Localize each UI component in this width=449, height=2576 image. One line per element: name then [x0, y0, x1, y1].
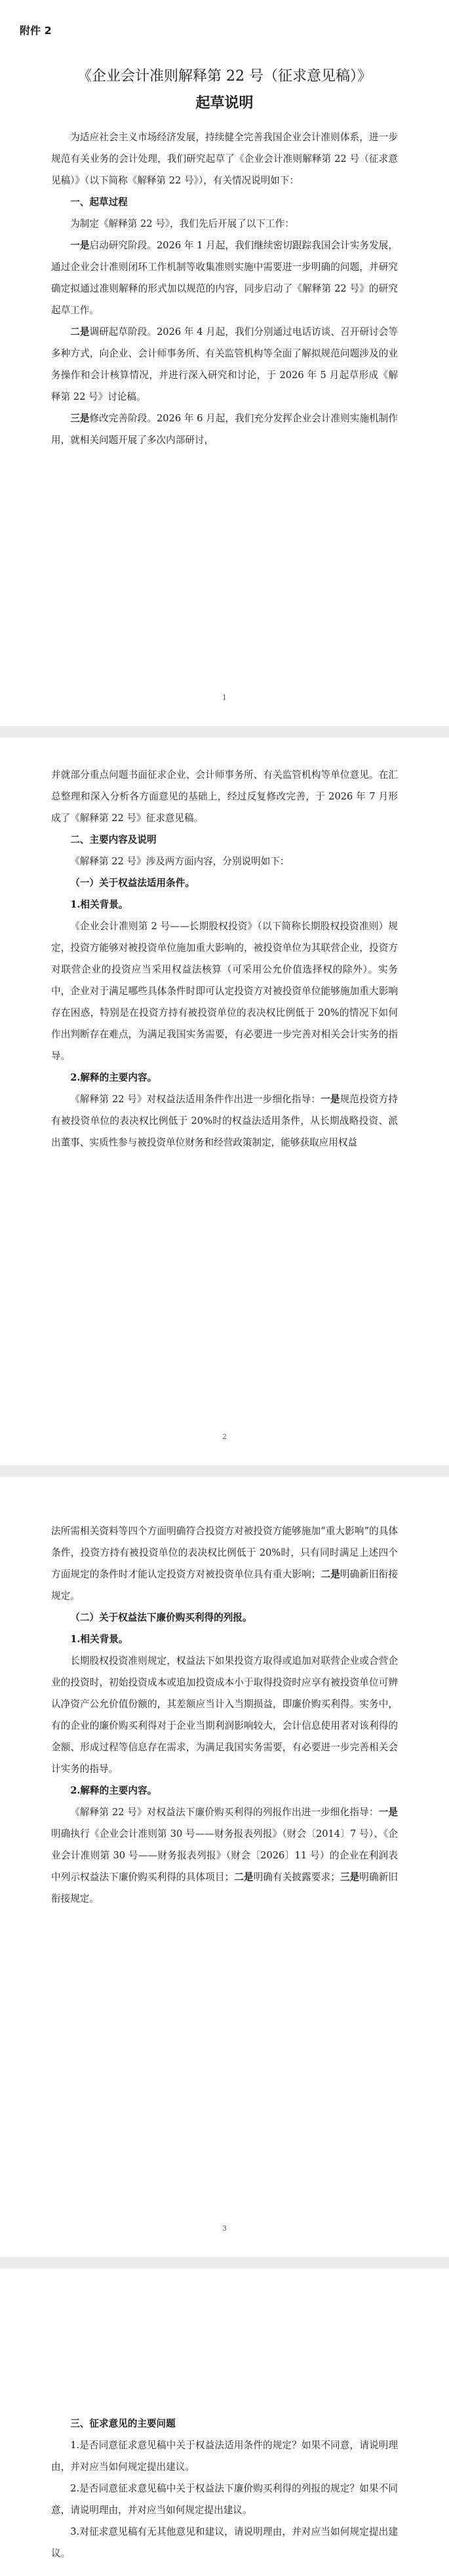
section-2-heading: 二、主要内容及说明 [70, 834, 157, 845]
section-1-paragraph-4 [51, 408, 398, 451]
question-3: 3.对征求意见稿有无其他意见和建议，请说明理由，并对应当如何规定提出建议。 [51, 2526, 398, 2559]
subsection-2-2-content-heading: 2.解释的主要内容。 [70, 1785, 157, 1796]
paragraph-text: 明确执行《企业会计准则第 30 号——财务报表列报》（财会〔2014〕7 号）、《企业会计准则第 30 号——财务报表列报》（财会〔2026〕11 号）的企业在利润表中列示权益法下廉价购买利得的具体项目； [51, 1828, 398, 1883]
paragraph-text: 明确新旧衔接规定。 [51, 1872, 398, 1904]
attachment-label: 附件 2 [20, 24, 52, 37]
document-title [38, 64, 411, 116]
lead-word: 二是 [321, 1569, 340, 1580]
intro-paragraph: 为适应社会主义市场经济发展，持续健全完善我国企业会计准则体系，进一步规范有关业务的会计处理，我们研究起草了《企业会计准则解释第 22 号（征求意见稿）》（以下简称《解释第 22 号》），有关情况说明如下： [51, 132, 398, 186]
paragraph-text: 启动研究阶段。2026 年 1 月起，我们继续密切跟踪我国会计实务发展，通过企业会计准则闭环工作机制等收集准则实施中需要进一步明确的问题，并研究确定拟通过准则解释的形式加以规范的内容，同步启动了《解释第 22 号》的研究起草工作。 [51, 240, 398, 316]
paragraph-text: 《解释第 22 号》对权益法适用条件作出进一步细化指导： [70, 1094, 321, 1105]
lead-word: 二是 [234, 1872, 254, 1883]
paragraph-text: 修改完善阶段。2026 年 6 月起，我们充分发挥企业会计准则实施机制作用，就相关问题开展了多次内部研讨， [51, 413, 398, 446]
page-number: 3 [222, 2224, 227, 2233]
subsection-2-1-content-paragraph [51, 1088, 398, 1153]
paragraph-text: 规范投资方持有被投资单位的表决权比例低于 20%时的权益法适用条件，从长期战略投资、派出董事、实质性参与被投资单位财务和经营政策制定，能够获取应用权益 [51, 1094, 398, 1148]
continued-paragraph: 并就部分重点问题书面征求企业、会计师事务所、有关监管机构等单位意见。在汇总整理和深入分析各方面意见的基础上，经过反复修改完善，于 2026 年 7 月形成了《解释第 22 号》征求意见稿。 [51, 769, 398, 824]
paragraph-text: 《解释第 22 号》对权益法下廉价购买利得的列报作出进一步细化指导： [70, 1807, 379, 1818]
lead-word: 三是 [70, 413, 90, 424]
subsection-2-1-heading: （一）关于权益法适用条件。 [70, 877, 195, 889]
document-page-1 [0, 0, 449, 726]
section-1-paragraph-2 [51, 235, 398, 321]
subsection-2-1-content-heading: 2.解释的主要内容。 [70, 1072, 157, 1083]
subsection-2-2-background-paragraph: 长期股权投资准则规定，权益法下如果投资方取得或追加对联营企业或合营企业的投资时，初始投资成本或追加投资成本小于取得投资时应享有被投资单位可辨认净资产公允价值份额的，其差额应当计入当期损益，即廉价购买利得。实务中，有的企业的廉价购买利得对于企业当期利润影响较大，会计信息使用者对该利得的金额、形成过程等信息存在需求，为满足我国实务需要，有必要进一步完善相关会计实务的指导。 [51, 1655, 398, 1775]
question-2: 2.是否同意征求意见稿中关于权益法下廉价购买利得的列报的规定？如果不同意，请说明理由，并对应当如何规定提出建议。 [51, 2483, 398, 2516]
paragraph-text: 明确有关披露要求； [253, 1872, 340, 1883]
subsection-2-2-background-heading: 1.相关背景。 [70, 1634, 128, 1645]
paragraph-text: 法所需相关资料等四个方面明确符合投资方对被投资方能够施加“重大影响”的具体条件，投资方持有被投资单位的表决权比例低于 20%时，只有同时满足上述四个方面规定的条件时才能认定投资方对被投资单位具有重大影响； [51, 1526, 398, 1580]
question-1: 1.是否同意征求意见稿中关于权益法适用条件的规定？如果不同意，请说明理由，并对应当如何规定提出建议。 [51, 2440, 398, 2472]
lead-word: 一是 [378, 1807, 398, 1818]
section-1-heading: 一、起草过程 [70, 197, 128, 208]
lead-word: 一是 [321, 1094, 340, 1105]
subsection-2-1-background-heading: 1.相关背景。 [70, 899, 128, 910]
document-page-4 [0, 2269, 449, 2576]
document-page-3 [0, 1477, 449, 2257]
continued-paragraph [51, 1520, 398, 1607]
subsection-2-1-background-paragraph: 《企业会计准则第 2 号——长期股权投资》（以下简称长期股权投资准则）规定，投资方能够对被投资单位施加重大影响的，被投资单位为其联营企业，投资方对联营企业的投资应当采用权益法核算（可采用公允价值选择权的除外）。实务中，企业对于满足哪些具体条件时即可认定投资方对被投资单位能够施加重大影响存在困惑，特别是在投资方持有被投资单位的表决权比例低于 20%的情况下如何作出判断存在难点，为满足我国实务需要，有必要进一步完善对相关会计实务的指导。 [51, 921, 398, 1062]
section-1-paragraph-1: 为制定《解释第 22 号》，我们先后开展了以下工作： [70, 218, 294, 229]
section-3-heading: 三、征求意见的主要问题 [70, 2418, 176, 2429]
page-number: 2 [222, 1432, 227, 1441]
paragraph-text: 调研起草阶段。2026 年 4 月起，我们分别通过电话访谈、召开研讨会等多种方式，向企业、会计师事务所、有关监管机构等全面了解拟规范问题涉及的业务操作和会计核算情况，并进行深入研究和讨论，于 2026 年 5 月起草形成《解释第 22 号》讨论稿。 [51, 326, 398, 402]
page-number: 1 [222, 693, 227, 702]
section-1-paragraph-3 [51, 321, 398, 408]
title-line-2: 起草说明 [195, 94, 254, 111]
paragraph-text: 明确新旧衔接规定。 [51, 1569, 398, 1602]
title-line-1: 《企业会计准则解释第 22 号（征求意见稿）》 [77, 68, 372, 85]
lead-word: 一是 [70, 240, 90, 251]
lead-word: 二是 [70, 326, 90, 337]
subsection-2-2-content-paragraph [51, 1801, 398, 1910]
document-page-2 [0, 738, 449, 1465]
subsection-2-2-heading: （二）关于权益法下廉价购买利得的列报。 [70, 1612, 252, 1623]
section-2-paragraph-1: 《解释第 22 号》涉及两方面内容，分别说明如下： [70, 856, 290, 867]
lead-word: 三是 [340, 1872, 360, 1883]
